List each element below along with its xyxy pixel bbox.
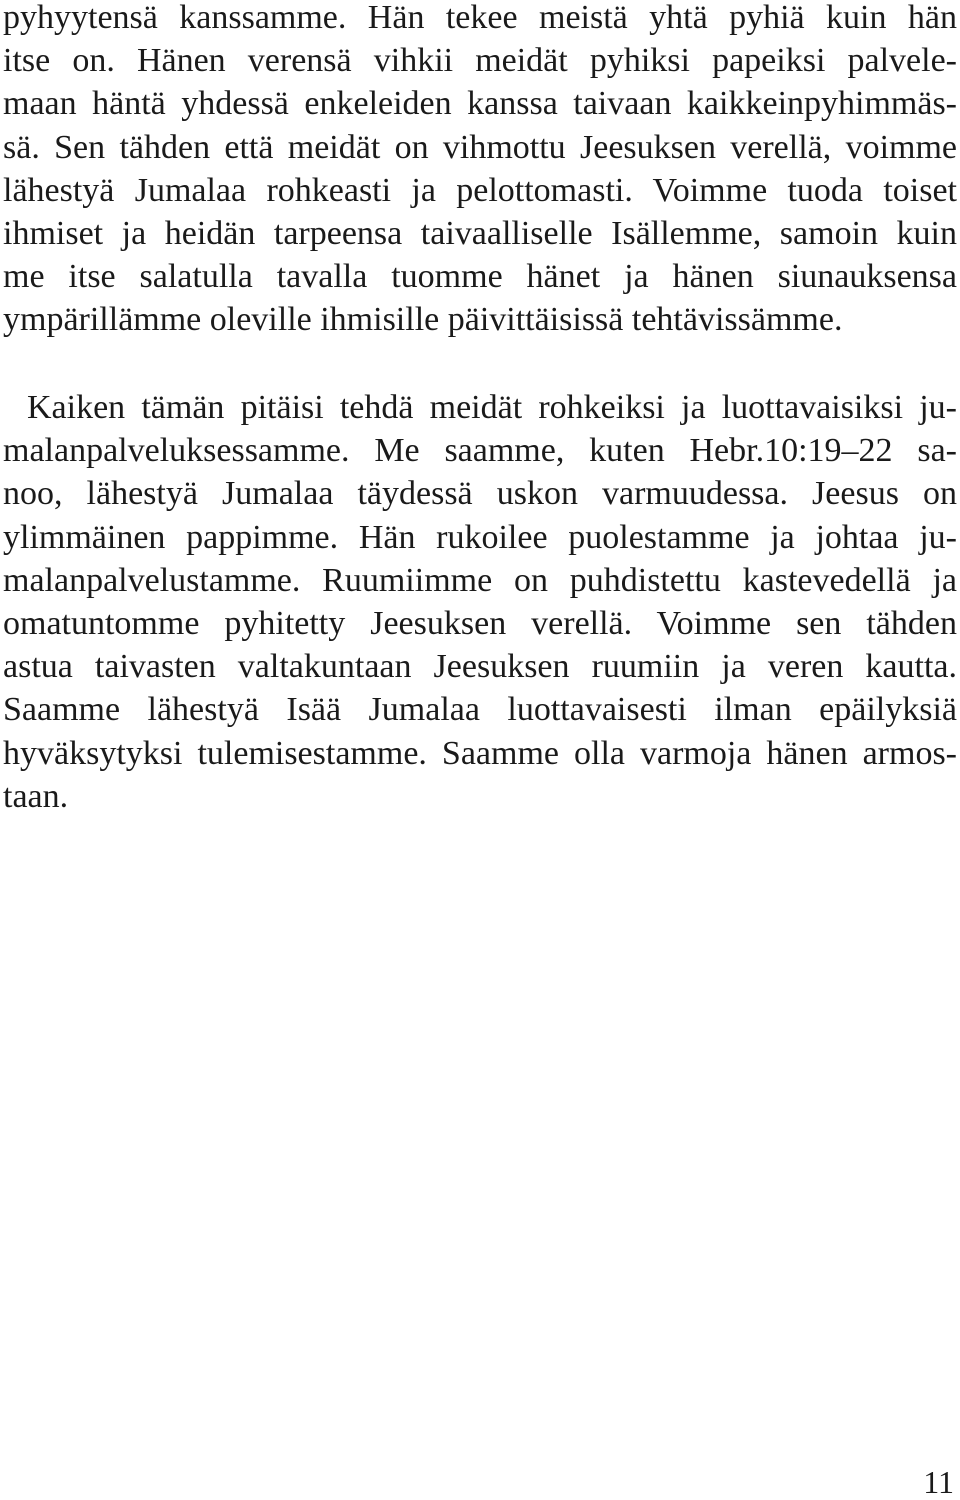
text-line: me itse salatulla tavalla tuomme hänet ja hänen siunauksensa [3,258,957,296]
text-line: maan häntä yhdessä enkeleiden kanssa taivaan kaikkeinpyhimmäs- [3,85,957,123]
text-line: pyhyytensä kanssamme. Hän tekee meistä yhtä pyhiä kuin hän [3,0,957,36]
paragraph-1 [3,0,957,342]
text-line: omatuntomme pyhitetty Jeesuksen verellä. Voimme sen tähden [3,604,957,642]
text-line: noo, lähestyä Jumalaa täydessä uskon varmuudessa. Jeesus on [3,475,957,513]
text-line: malanpalvelustamme. Ruumiimme on puhdistettu kastevedellä ja [3,561,957,599]
text-line: Kaiken tämän pitäisi tehdä meidät rohkeiksi ja luottavaisiksi ju- [27,389,957,426]
text-line: itse on. Hänen verensä vihkii meidät pyhiksi papeiksi palvele- [3,42,957,80]
text-line: ympärillämme oleville ihmisille päivittäisissä tehtävissämme. [3,301,843,339]
text-line: ylimmäinen pappimme. Hän rukoilee puolestamme ja johtaa ju- [3,518,957,556]
text-line: taan. [3,777,69,815]
text-line: ihmiset ja heidän tarpeensa taivaalliselle Isällemme, samoin kuin [3,214,957,252]
text-line: astua taivasten valtakuntaan Jeesuksen ruumiin ja veren kautta. [3,648,957,686]
page-number: 11 [923,1464,954,1500]
text-line: sä. Sen tähden että meidät on vihmottu Jeesuksen verellä, voimme [3,128,957,166]
paragraph-2 [3,386,957,818]
text-line: malanpalveluksessamme. Me saamme, kuten Hebr.10:19–22 sa- [3,432,957,470]
text-line: lähestyä Jumalaa rohkeasti ja pelottomasti. Voimme tuoda toiset [3,171,957,209]
text-line: Saamme lähestyä Isää Jumalaa luottavaisesti ilman epäilyksiä [3,691,957,729]
text-line: hyväksytyksi tulemisestamme. Saamme olla varmoja hänen armos- [3,734,957,772]
